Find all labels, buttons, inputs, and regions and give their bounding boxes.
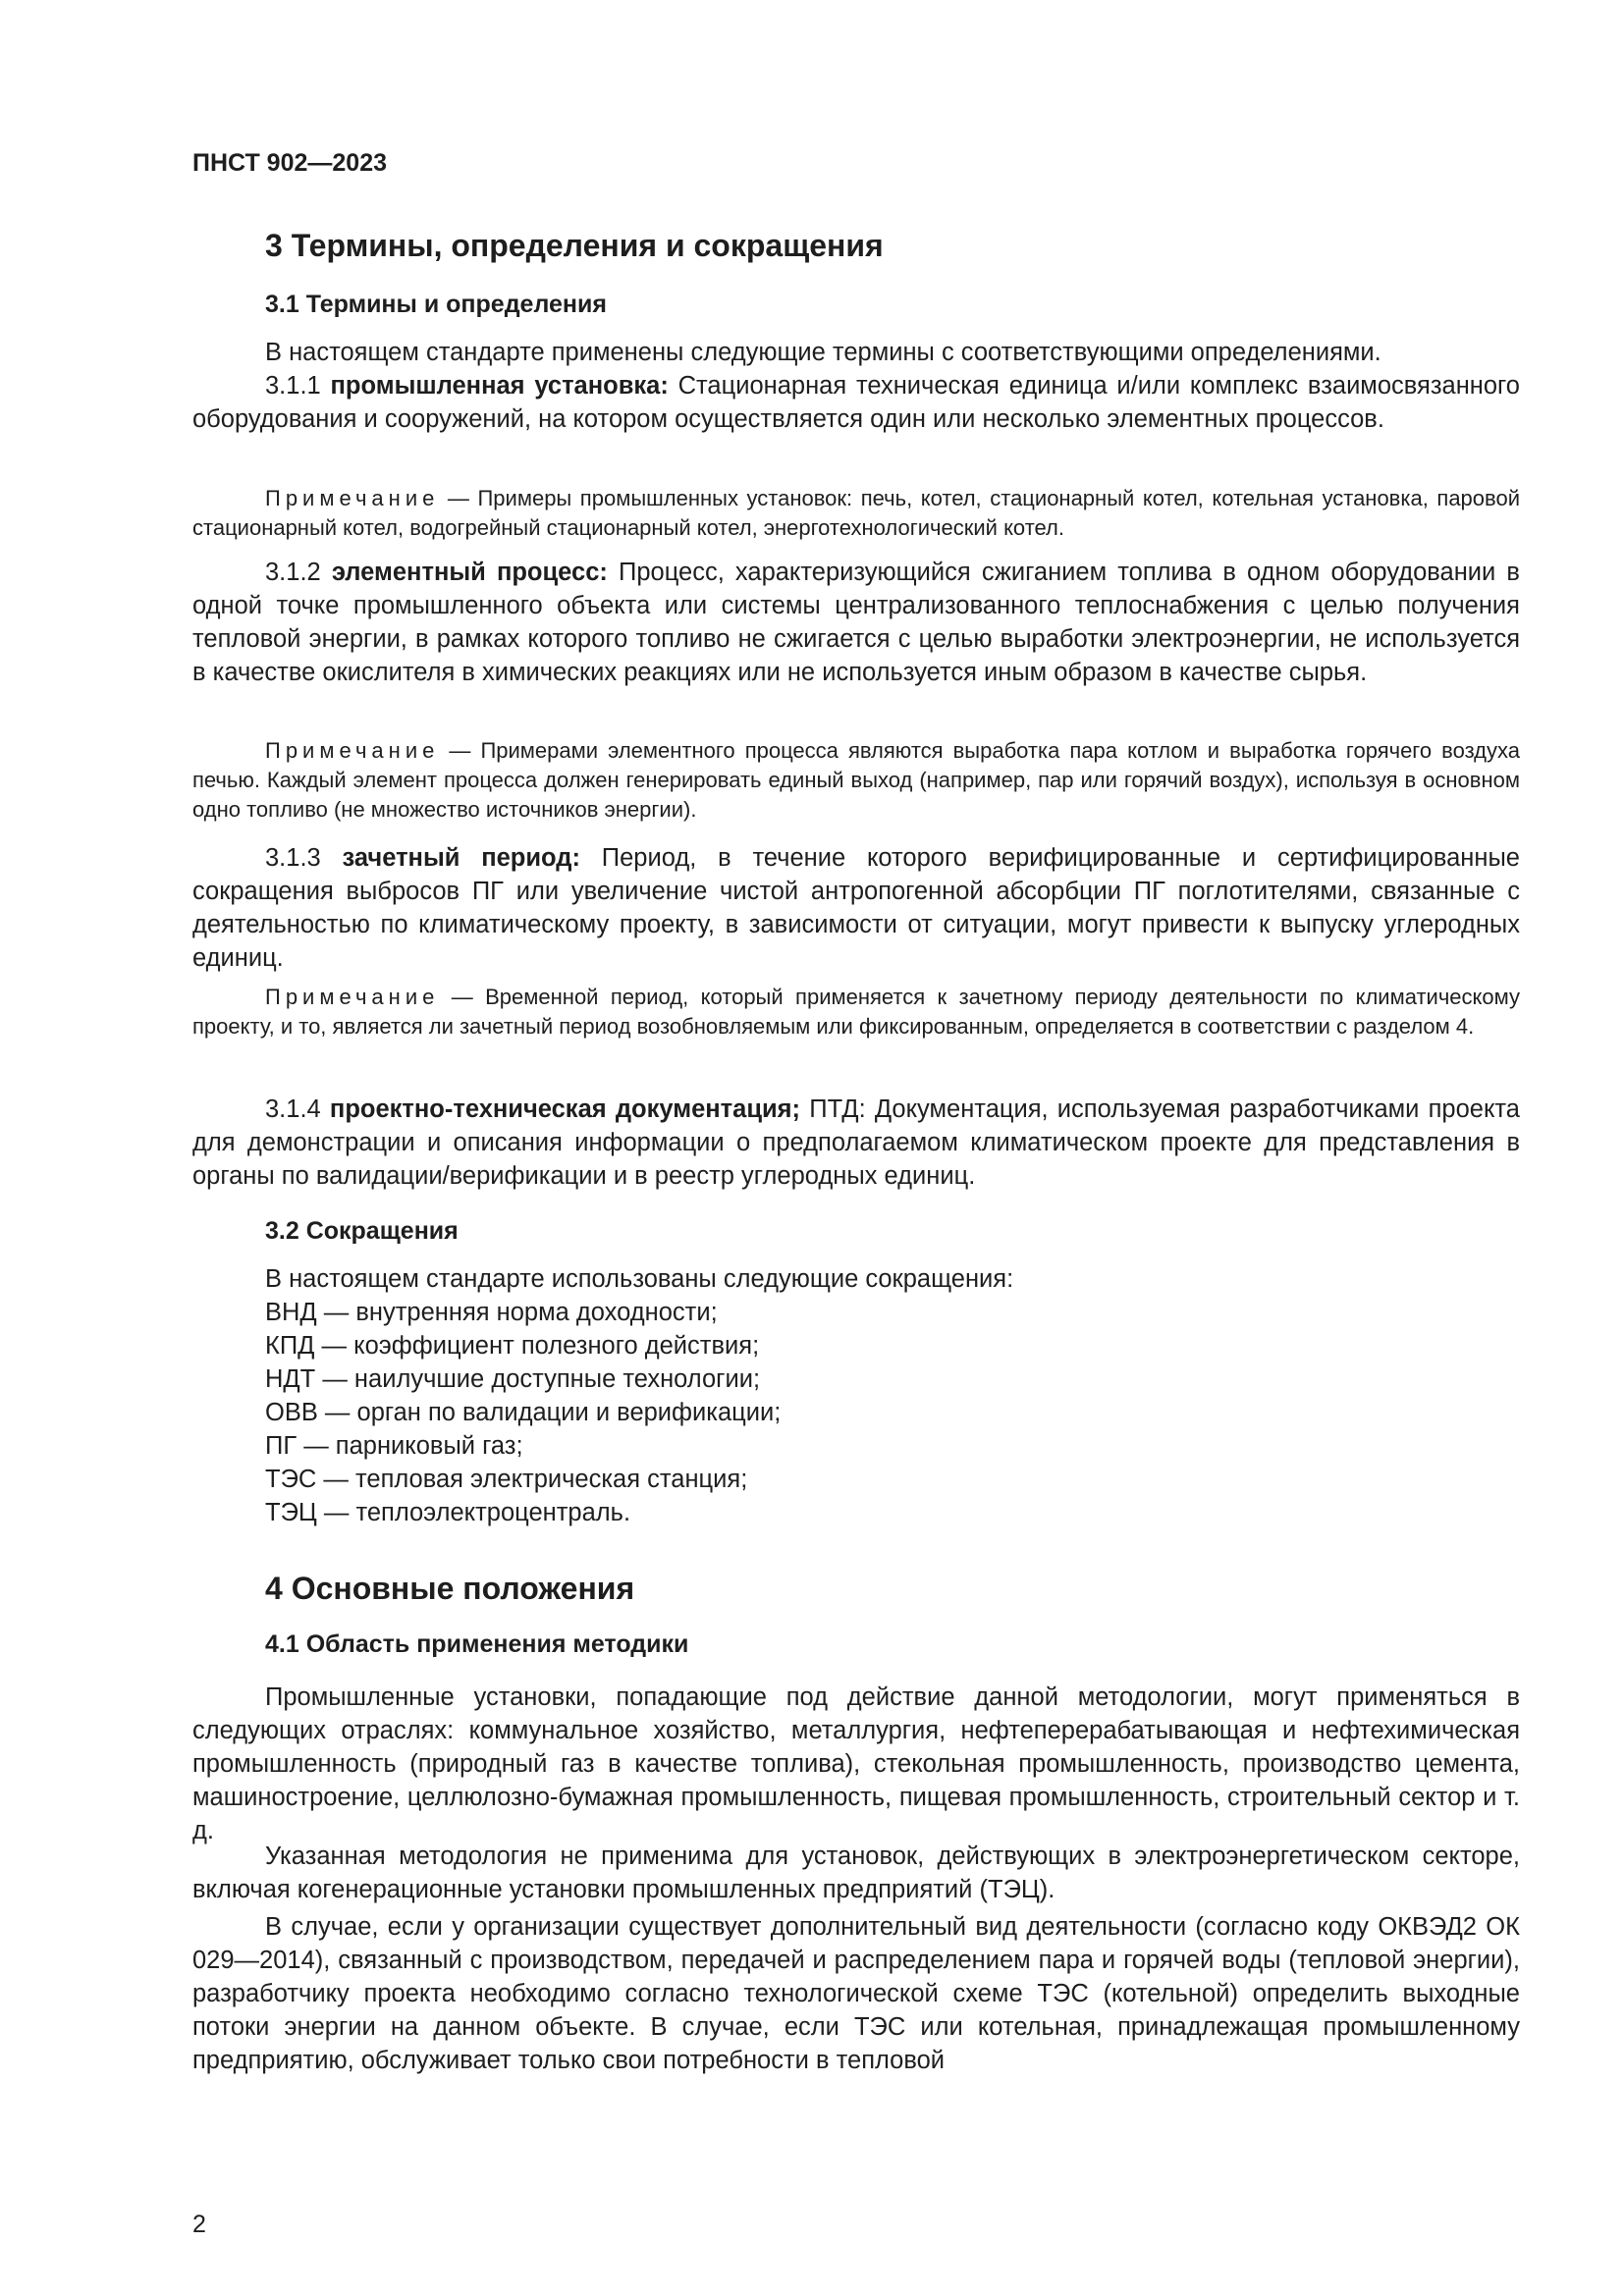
abbreviation-item: КПД — коэффициент полезного действия; (265, 1332, 760, 1360)
abbreviation-item: НДТ — наилучшие доступные технологии; (265, 1365, 761, 1393)
term-3-1-4: 3.1.4 проектно-техническая документация; ПТД: Документация, используемая разработчиками проекта для демонстрации и описания информации о предполагаемом климатическом проекте для представления в органы по валидации/верификации и в реестр углеродных единиц. (192, 1095, 1520, 1190)
term-3-1-3: 3.1.3 зачетный период: Период, в течение которого верифицированные и сертифицированные сокращения выбросов ПГ или увеличение чистой антропогенной абсорбции ПГ поглотителями, связанные с деятельностью по климатическому проекту, в зависимости от ситуации, могут привести к выпуску углеродных единиц. (192, 844, 1520, 972)
abbreviation-item: ТЭС — тепловая электрическая станция; (265, 1466, 748, 1493)
page-number: 2 (192, 2211, 206, 2238)
term-3-1-1: 3.1.1 промышленная установка: Стационарная техническая единица и/или комплекс взаимосвязанного оборудования и сооружений, на котором осуществляется один или несколько элементных процессов. (192, 372, 1520, 433)
section-4-1-title: 4.1 Область применения методики (265, 1630, 689, 1658)
terms-intro: В настоящем стандарте применены следующие термины с соответствующими определениями. (265, 339, 1381, 366)
abbreviation-item: ОВВ — орган по валидации и верификации; (265, 1399, 782, 1426)
abbreviation-item: ПГ — парниковый газ; (265, 1432, 523, 1460)
note-3-1-3: Примечание — Временной период, который применяется к зачетному периоду деятельности по климатическому проекту, и то, является ли зачетный период возобновляемым или фиксированным, определяется в соответствии с разделом 4. (192, 985, 1520, 1039)
section-4-title: 4 Основные положения (265, 1571, 635, 1606)
section-3-2-title: 3.2 Сокращения (265, 1217, 459, 1245)
term-3-1-2: 3.1.2 элементный процесс: Процесс, характеризующийся сжиганием топлива в одном оборудовании в одной точке промышленного объекта или системы централизованного теплоснабжения с целью получения тепловой энергии, в рамках которого топливо не сжигается с целью выработки электроэнергии, не используется в качестве окислителя в химических реакциях или не используется иным образом в качестве сырья. (192, 559, 1520, 686)
abbreviation-item: ТЭЦ — теплоэлектроцентраль. (265, 1499, 631, 1526)
note-3-1-1: Примечание — Примеры промышленных установок: печь, котел, стационарный котел, котельная установка, паровой стационарный котел, водогрейный стационарный котел, энерготехнологический котел. (192, 486, 1520, 540)
paragraph: Промышленные установки, попадающие под действие данной методологии, могут применяться в следующих отраслях: коммунальное хозяйство, металлургия, нефтеперерабатывающая и нефтехимическая промышленность (природный газ в качестве топлива), стекольная промышленность, производство цемента, машиностроение, целлюлозно-бумажная промышленность, пищевая промышленность, строительный сектор и т. д. (192, 1683, 1520, 1844)
note-3-1-2: Примечание — Примерами элементного процесса являются выработка пара котлом и выработка горячего воздуха печью. Каждый элемент процесса должен генерировать единый выход (например, пар или горячий воздух), используя в основном одно топливо (не множество источников энергии). (192, 738, 1520, 822)
abbreviations-intro: В настоящем стандарте использованы следующие сокращения: (265, 1265, 1014, 1293)
abbreviation-item: ВНД — внутренняя норма доходности; (265, 1299, 718, 1326)
section-3-title: 3 Термины, определения и сокращения (265, 228, 884, 263)
document-id-header: ПНСТ 902—2023 (192, 149, 387, 177)
abbreviations-list (192, 1262, 1520, 1529)
section-3-1-title: 3.1 Термины и определения (265, 291, 607, 318)
paragraph: В случае, если у организации существует дополнительный вид деятельности (согласно коду ОКВЭД2 ОК 029—2014), связанный с производством, передачей и распределением пара и горячей воды (тепловой энергии), разработчику проекта необходимо согласно технологической схеме ТЭС (котельной) определить выходные потоки энергии на данном объекте. В случае, если ТЭС или котельная, принадлежащая промышленному предприятию, обслуживает только свои потребности в тепловой (192, 1913, 1520, 2074)
paragraph: Указанная методология не применима для установок, действующих в электроэнергетическом секторе, включая когенерационные установки промышленных предприятий (ТЭЦ). (192, 1842, 1520, 1903)
